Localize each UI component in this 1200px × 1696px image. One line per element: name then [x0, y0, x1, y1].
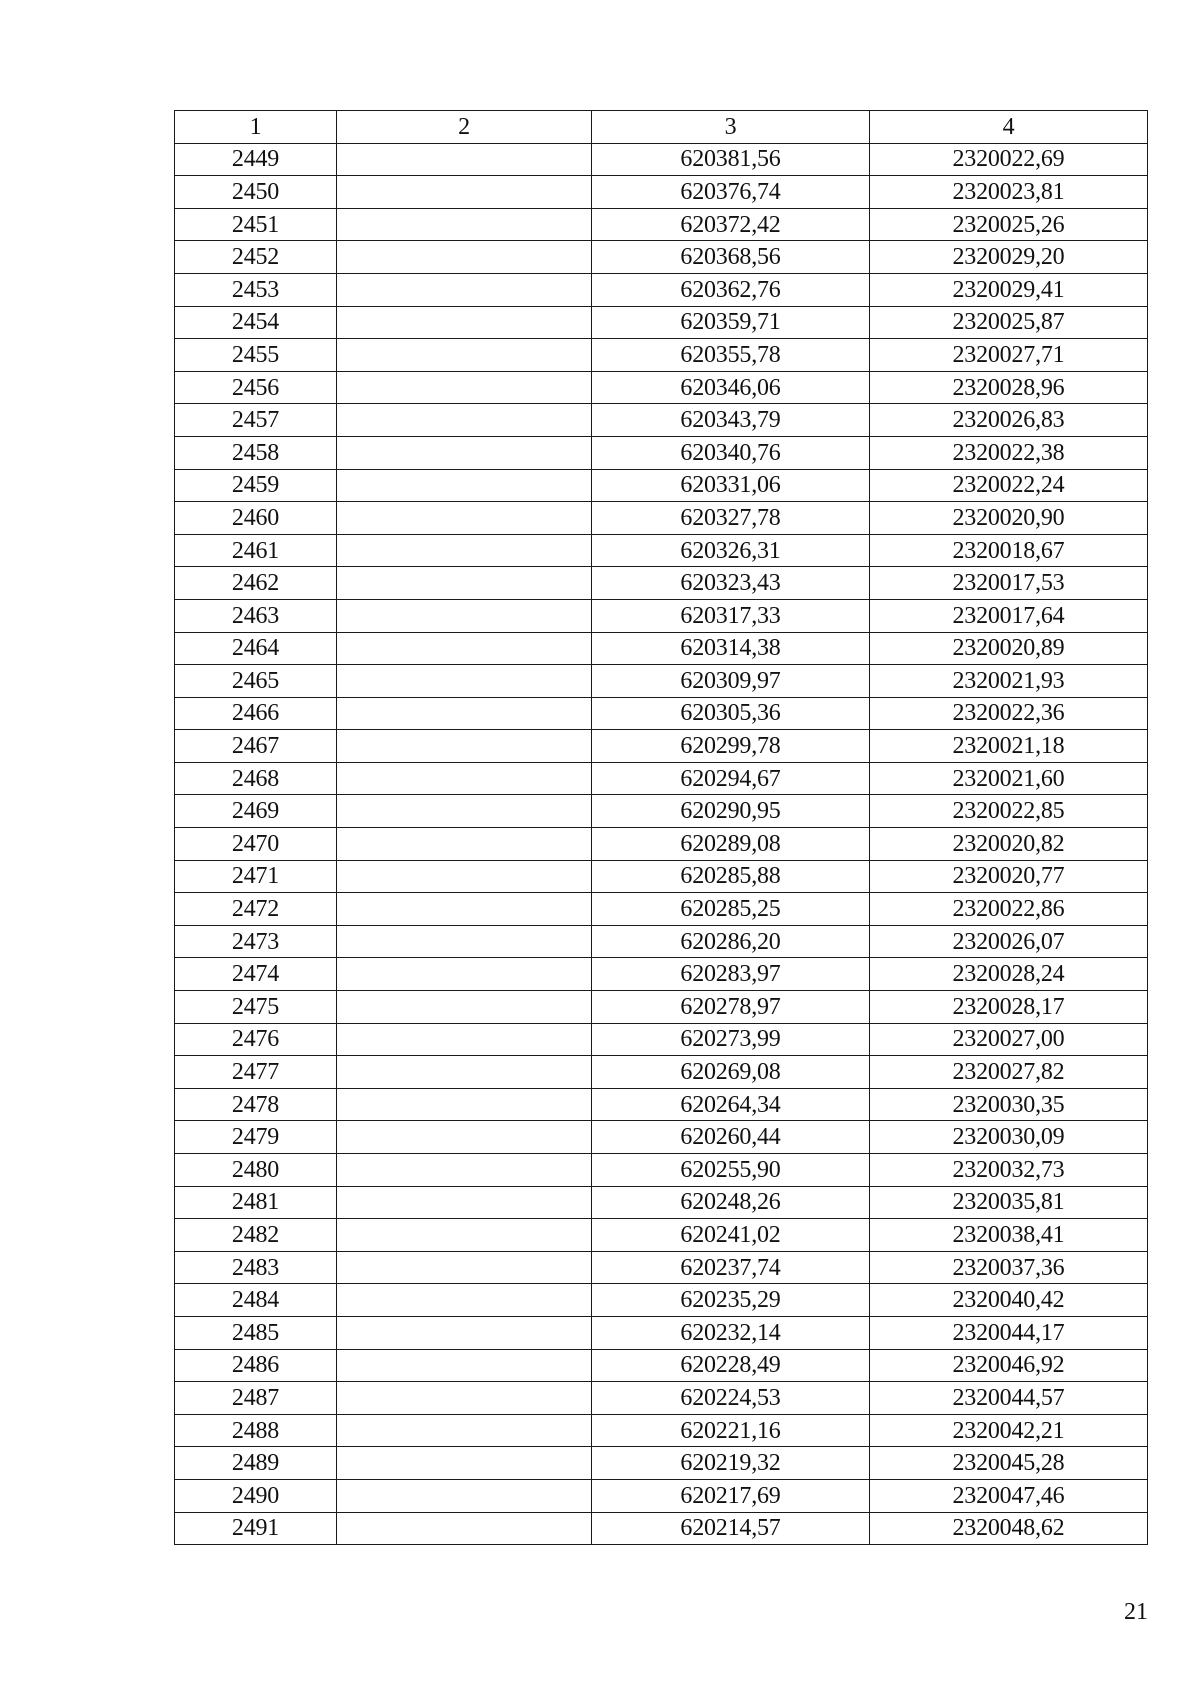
y-coordinate-cell: 2320027,71: [870, 339, 1148, 372]
point-number-cell: 2463: [175, 599, 337, 632]
point-number-cell: 2469: [175, 795, 337, 828]
point-number-cell: 2450: [175, 176, 337, 209]
table-row: [175, 273, 1148, 306]
y-coordinate-cell: 2320021,18: [870, 730, 1148, 763]
x-coordinate-cell: 620327,78: [592, 502, 870, 535]
point-number-cell: 2461: [175, 534, 337, 567]
table-row: [175, 1447, 1148, 1480]
table-row: [175, 1023, 1148, 1056]
table-row: [175, 958, 1148, 991]
description-cell: [337, 436, 592, 469]
y-coordinate-cell: 2320022,85: [870, 795, 1148, 828]
point-number-cell: 2451: [175, 208, 337, 241]
point-number-cell: 2467: [175, 730, 337, 763]
description-cell: [337, 762, 592, 795]
y-coordinate-cell: 2320022,36: [870, 697, 1148, 730]
table-row: [175, 1251, 1148, 1284]
x-coordinate-cell: 620264,34: [592, 1088, 870, 1121]
description-cell: [337, 143, 592, 176]
point-number-cell: 2462: [175, 567, 337, 600]
description-cell: [337, 991, 592, 1024]
point-number-cell: 2468: [175, 762, 337, 795]
x-coordinate-cell: 620362,76: [592, 273, 870, 306]
table-row: [175, 697, 1148, 730]
table-row: [175, 371, 1148, 404]
table-row: [175, 1186, 1148, 1219]
table-row: [175, 502, 1148, 535]
point-number-cell: 2482: [175, 1219, 337, 1252]
x-coordinate-cell: 620255,90: [592, 1154, 870, 1187]
table-row: [175, 306, 1148, 339]
y-coordinate-cell: 2320042,21: [870, 1414, 1148, 1447]
description-cell: [337, 1023, 592, 1056]
description-cell: [337, 860, 592, 893]
description-cell: [337, 339, 592, 372]
table-row: [175, 1382, 1148, 1415]
table-row: [175, 599, 1148, 632]
description-cell: [337, 1154, 592, 1187]
table-row: [175, 1479, 1148, 1512]
x-coordinate-cell: 620285,88: [592, 860, 870, 893]
column-header-4: 4: [870, 111, 1148, 144]
table-row: [175, 1284, 1148, 1317]
y-coordinate-cell: 2320021,93: [870, 665, 1148, 698]
description-cell: [337, 1479, 592, 1512]
table-row: [175, 176, 1148, 209]
x-coordinate-cell: 620285,25: [592, 893, 870, 926]
x-coordinate-cell: 620290,95: [592, 795, 870, 828]
table-row: [175, 632, 1148, 665]
table-row: [175, 469, 1148, 502]
y-coordinate-cell: 2320044,17: [870, 1316, 1148, 1349]
y-coordinate-cell: 2320035,81: [870, 1186, 1148, 1219]
x-coordinate-cell: 620235,29: [592, 1284, 870, 1317]
table-row: [175, 828, 1148, 861]
y-coordinate-cell: 2320037,36: [870, 1251, 1148, 1284]
point-number-cell: 2475: [175, 991, 337, 1024]
coordinates-table: [174, 110, 1148, 1545]
x-coordinate-cell: 620309,97: [592, 665, 870, 698]
y-coordinate-cell: 2320022,69: [870, 143, 1148, 176]
point-number-cell: 2480: [175, 1154, 337, 1187]
point-number-cell: 2449: [175, 143, 337, 176]
y-coordinate-cell: 2320020,90: [870, 502, 1148, 535]
x-coordinate-cell: 620269,08: [592, 1056, 870, 1089]
description-cell: [337, 567, 592, 600]
point-number-cell: 2474: [175, 958, 337, 991]
y-coordinate-cell: 2320027,00: [870, 1023, 1148, 1056]
description-cell: [337, 697, 592, 730]
x-coordinate-cell: 620232,14: [592, 1316, 870, 1349]
description-cell: [337, 1414, 592, 1447]
point-number-cell: 2473: [175, 925, 337, 958]
y-coordinate-cell: 2320040,42: [870, 1284, 1148, 1317]
y-coordinate-cell: 2320023,81: [870, 176, 1148, 209]
x-coordinate-cell: 620305,36: [592, 697, 870, 730]
description-cell: [337, 534, 592, 567]
description-cell: [337, 1512, 592, 1545]
x-coordinate-cell: 620214,57: [592, 1512, 870, 1545]
description-cell: [337, 665, 592, 698]
description-cell: [337, 1056, 592, 1089]
y-coordinate-cell: 2320048,62: [870, 1512, 1148, 1545]
table-row: [175, 893, 1148, 926]
point-number-cell: 2470: [175, 828, 337, 861]
x-coordinate-cell: 620224,53: [592, 1382, 870, 1415]
y-coordinate-cell: 2320032,73: [870, 1154, 1148, 1187]
y-coordinate-cell: 2320020,89: [870, 632, 1148, 665]
point-number-cell: 2479: [175, 1121, 337, 1154]
x-coordinate-cell: 620248,26: [592, 1186, 870, 1219]
point-number-cell: 2457: [175, 404, 337, 437]
column-header-3: 3: [592, 111, 870, 144]
point-number-cell: 2464: [175, 632, 337, 665]
description-cell: [337, 371, 592, 404]
point-number-cell: 2483: [175, 1251, 337, 1284]
y-coordinate-cell: 2320028,96: [870, 371, 1148, 404]
y-coordinate-cell: 2320022,86: [870, 893, 1148, 926]
x-coordinate-cell: 620346,06: [592, 371, 870, 404]
y-coordinate-cell: 2320020,77: [870, 860, 1148, 893]
y-coordinate-cell: 2320022,24: [870, 469, 1148, 502]
y-coordinate-cell: 2320029,20: [870, 241, 1148, 274]
table-row: [175, 1056, 1148, 1089]
point-number-cell: 2477: [175, 1056, 337, 1089]
description-cell: [337, 306, 592, 339]
x-coordinate-cell: 620283,97: [592, 958, 870, 991]
y-coordinate-cell: 2320026,83: [870, 404, 1148, 437]
point-number-cell: 2488: [175, 1414, 337, 1447]
y-coordinate-cell: 2320025,26: [870, 208, 1148, 241]
point-number-cell: 2471: [175, 860, 337, 893]
description-cell: [337, 1316, 592, 1349]
table-body: [175, 143, 1148, 1545]
table-row: [175, 762, 1148, 795]
description-cell: [337, 1349, 592, 1382]
x-coordinate-cell: 620228,49: [592, 1349, 870, 1382]
column-header-2: 2: [337, 111, 592, 144]
x-coordinate-cell: 620372,42: [592, 208, 870, 241]
y-coordinate-cell: 2320025,87: [870, 306, 1148, 339]
description-cell: [337, 1447, 592, 1480]
description-cell: [337, 1284, 592, 1317]
description-cell: [337, 958, 592, 991]
table-row: [175, 1512, 1148, 1545]
y-coordinate-cell: 2320028,24: [870, 958, 1148, 991]
description-cell: [337, 1219, 592, 1252]
x-coordinate-cell: 620317,33: [592, 599, 870, 632]
x-coordinate-cell: 620273,99: [592, 1023, 870, 1056]
table-row: [175, 1349, 1148, 1382]
point-number-cell: 2460: [175, 502, 337, 535]
description-cell: [337, 632, 592, 665]
table-row: [175, 143, 1148, 176]
table-row: [175, 925, 1148, 958]
y-coordinate-cell: 2320028,17: [870, 991, 1148, 1024]
x-coordinate-cell: 620299,78: [592, 730, 870, 763]
table-row: [175, 1088, 1148, 1121]
description-cell: [337, 730, 592, 763]
y-coordinate-cell: 2320030,35: [870, 1088, 1148, 1121]
point-number-cell: 2453: [175, 273, 337, 306]
y-coordinate-cell: 2320029,41: [870, 273, 1148, 306]
point-number-cell: 2481: [175, 1186, 337, 1219]
table-row: [175, 991, 1148, 1024]
description-cell: [337, 176, 592, 209]
y-coordinate-cell: 2320044,57: [870, 1382, 1148, 1415]
x-coordinate-cell: 620368,56: [592, 241, 870, 274]
point-number-cell: 2454: [175, 306, 337, 339]
table-row: [175, 1154, 1148, 1187]
x-coordinate-cell: 620314,38: [592, 632, 870, 665]
description-cell: [337, 1382, 592, 1415]
point-number-cell: 2490: [175, 1479, 337, 1512]
x-coordinate-cell: 620286,20: [592, 925, 870, 958]
description-cell: [337, 828, 592, 861]
x-coordinate-cell: 620289,08: [592, 828, 870, 861]
description-cell: [337, 795, 592, 828]
page-number: 21: [1124, 1599, 1148, 1625]
table-row: [175, 795, 1148, 828]
point-number-cell: 2455: [175, 339, 337, 372]
table-row: [175, 1316, 1148, 1349]
table-row: [175, 339, 1148, 372]
description-cell: [337, 1121, 592, 1154]
column-header-1: 1: [175, 111, 337, 144]
x-coordinate-cell: 620219,32: [592, 1447, 870, 1480]
point-number-cell: 2472: [175, 893, 337, 926]
table-row: [175, 665, 1148, 698]
y-coordinate-cell: 2320038,41: [870, 1219, 1148, 1252]
x-coordinate-cell: 620278,97: [592, 991, 870, 1024]
point-number-cell: 2478: [175, 1088, 337, 1121]
x-coordinate-cell: 620294,67: [592, 762, 870, 795]
point-number-cell: 2459: [175, 469, 337, 502]
point-number-cell: 2476: [175, 1023, 337, 1056]
point-number-cell: 2458: [175, 436, 337, 469]
table-row: [175, 1414, 1148, 1447]
description-cell: [337, 404, 592, 437]
x-coordinate-cell: 620381,56: [592, 143, 870, 176]
description-cell: [337, 1186, 592, 1219]
y-coordinate-cell: 2320021,60: [870, 762, 1148, 795]
y-coordinate-cell: 2320017,53: [870, 567, 1148, 600]
description-cell: [337, 1251, 592, 1284]
x-coordinate-cell: 620331,06: [592, 469, 870, 502]
description-cell: [337, 893, 592, 926]
point-number-cell: 2491: [175, 1512, 337, 1545]
point-number-cell: 2489: [175, 1447, 337, 1480]
table-row: [175, 404, 1148, 437]
point-number-cell: 2487: [175, 1382, 337, 1415]
y-coordinate-cell: 2320047,46: [870, 1479, 1148, 1512]
description-cell: [337, 502, 592, 535]
table-row: [175, 1121, 1148, 1154]
table-row: [175, 241, 1148, 274]
point-number-cell: 2452: [175, 241, 337, 274]
point-number-cell: 2485: [175, 1316, 337, 1349]
point-number-cell: 2456: [175, 371, 337, 404]
y-coordinate-cell: 2320030,09: [870, 1121, 1148, 1154]
table-row: [175, 208, 1148, 241]
y-coordinate-cell: 2320045,28: [870, 1447, 1148, 1480]
y-coordinate-cell: 2320022,38: [870, 436, 1148, 469]
x-coordinate-cell: 620323,43: [592, 567, 870, 600]
point-number-cell: 2486: [175, 1349, 337, 1382]
y-coordinate-cell: 2320018,67: [870, 534, 1148, 567]
point-number-cell: 2465: [175, 665, 337, 698]
x-coordinate-cell: 620326,31: [592, 534, 870, 567]
description-cell: [337, 1088, 592, 1121]
description-cell: [337, 208, 592, 241]
x-coordinate-cell: 620260,44: [592, 1121, 870, 1154]
description-cell: [337, 925, 592, 958]
y-coordinate-cell: 2320046,92: [870, 1349, 1148, 1382]
y-coordinate-cell: 2320026,07: [870, 925, 1148, 958]
point-number-cell: 2466: [175, 697, 337, 730]
x-coordinate-cell: 620355,78: [592, 339, 870, 372]
description-cell: [337, 469, 592, 502]
table-row: [175, 436, 1148, 469]
table-row: [175, 860, 1148, 893]
table-row: [175, 534, 1148, 567]
x-coordinate-cell: 620340,76: [592, 436, 870, 469]
description-cell: [337, 599, 592, 632]
table-row: [175, 567, 1148, 600]
table-header: [175, 111, 1148, 144]
x-coordinate-cell: 620217,69: [592, 1479, 870, 1512]
x-coordinate-cell: 620241,02: [592, 1219, 870, 1252]
y-coordinate-cell: 2320017,64: [870, 599, 1148, 632]
y-coordinate-cell: 2320027,82: [870, 1056, 1148, 1089]
description-cell: [337, 273, 592, 306]
x-coordinate-cell: 620376,74: [592, 176, 870, 209]
x-coordinate-cell: 620343,79: [592, 404, 870, 437]
description-cell: [337, 241, 592, 274]
x-coordinate-cell: 620359,71: [592, 306, 870, 339]
x-coordinate-cell: 620221,16: [592, 1414, 870, 1447]
y-coordinate-cell: 2320020,82: [870, 828, 1148, 861]
table-header-row: [175, 111, 1148, 144]
x-coordinate-cell: 620237,74: [592, 1251, 870, 1284]
table-row: [175, 1219, 1148, 1252]
point-number-cell: 2484: [175, 1284, 337, 1317]
table-row: [175, 730, 1148, 763]
